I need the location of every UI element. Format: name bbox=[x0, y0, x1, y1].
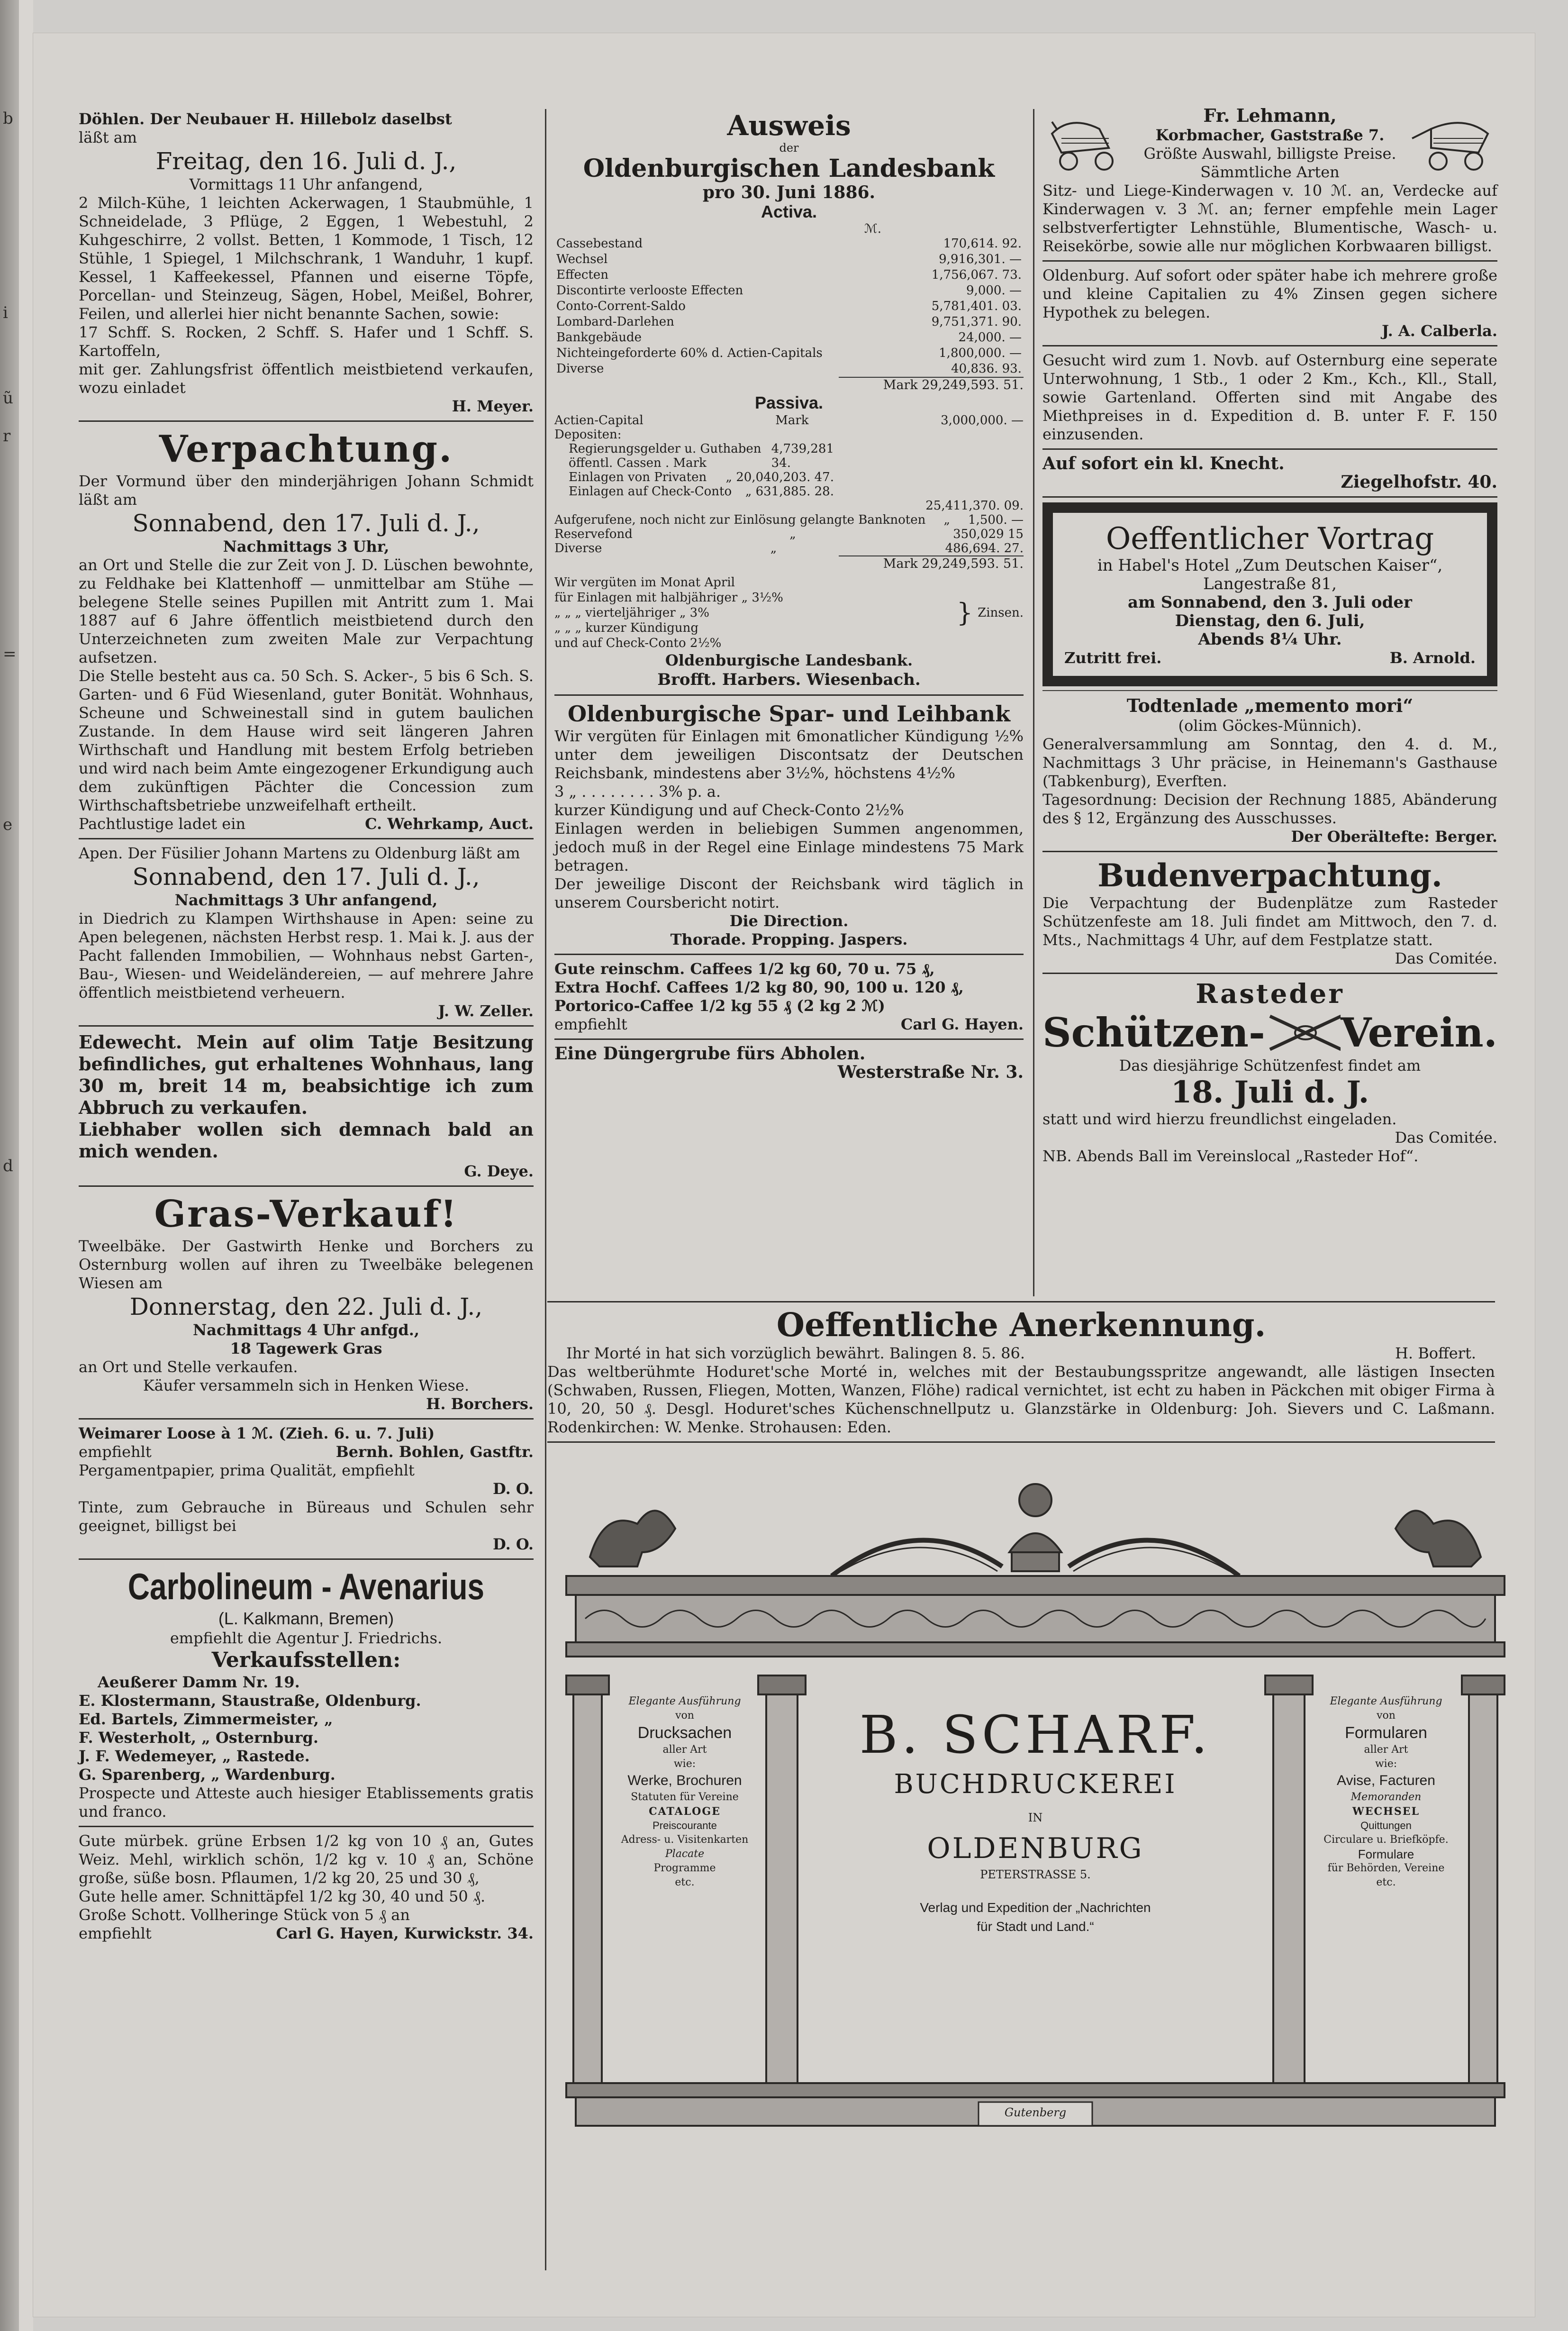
table-cell: 350,029 15 bbox=[953, 527, 1024, 541]
ad-text: Ziegelhofstr. 40. bbox=[1341, 472, 1497, 492]
divider bbox=[554, 1038, 1024, 1040]
divider bbox=[1042, 690, 1497, 691]
table-cell: Aufgerufene, noch nicht zur Einlösung gelangte Banknoten bbox=[554, 513, 926, 527]
ad-intro: Tweelbäke. Der Gastwirth Henke und Borchers zu Osternburg wollen auf ihren zu Tweelbäke belegenen Wiesen am bbox=[79, 1237, 534, 1292]
ad-title: Rasteder bbox=[1196, 978, 1344, 1010]
divider bbox=[79, 1185, 534, 1187]
ad-signature: H. Boffert. bbox=[1395, 1344, 1476, 1362]
ad-date: Sonnabend, den 17. Juli d. J., bbox=[132, 863, 480, 891]
table-row: Lombard-Darlehen 9,751,371. 90. bbox=[556, 315, 1022, 329]
pram-illustration-icon bbox=[1042, 115, 1137, 172]
capital-ad bbox=[1042, 266, 1497, 340]
house-sale-ad-edewecht bbox=[79, 1031, 534, 1181]
company-trade: BUCHDRUCKEREI bbox=[894, 1769, 1177, 1800]
ad-signature: Der Oberältefte: Berger. bbox=[1291, 828, 1497, 846]
ad-time: Nachmittags 4 Uhr anfgd., bbox=[193, 1321, 419, 1339]
ad-signature: Das Comitée. bbox=[1395, 1129, 1497, 1147]
panel-text: WECHSEL bbox=[1352, 1805, 1420, 1818]
burial-society-ad bbox=[1042, 695, 1497, 846]
company-text: IN bbox=[1028, 1811, 1043, 1824]
panel-text: Statuten für Vereine bbox=[631, 1791, 739, 1803]
table-cell: Reservefond bbox=[554, 527, 633, 541]
table-cell: Depositen: bbox=[554, 428, 622, 442]
ad-text: Auf sofort ein kl. Knecht. bbox=[1042, 454, 1285, 473]
ad-signature: Thorade. Propping. Jaspers. bbox=[670, 930, 908, 948]
ad-time: Nachmittags 3 Uhr anfangend, bbox=[174, 891, 438, 909]
ad-signature: B. Arnold. bbox=[1389, 649, 1476, 667]
panel-text: von bbox=[1377, 1710, 1396, 1721]
ad-text: Gute reinschm. Caffees 1/2 kg 60, 70 u. 75 ₰, bbox=[554, 960, 935, 978]
ad-body: Tagesordnung: Decision der Rechnung 1885, Abänderung des § 12, Ergänzung des Ausschusses. bbox=[1042, 791, 1497, 827]
ad-signature: G. Deye. bbox=[464, 1162, 534, 1180]
ad-signature: D. O. bbox=[492, 1480, 534, 1498]
ad-title: Carbolineum - Avenarius bbox=[127, 1566, 485, 1607]
panel-text: Placate bbox=[665, 1848, 705, 1860]
manure-pit-ad bbox=[554, 1045, 1024, 1082]
company-publisher: Verlag und Expedition der „Nachrichten für Stadt und Land.“ bbox=[920, 1900, 1151, 1934]
statement-signature: Oldenburgische Landesbank. bbox=[665, 651, 913, 669]
rate-line: Wir vergüten im Monat April bbox=[554, 575, 735, 590]
list-item: Ed. Bartels, Zimmermeister, „ bbox=[79, 1710, 333, 1728]
ad-body: Einlagen werden in beliebigen Summen angenommen, jedoch muß in der Regel eine Einlage mindestens 75 Mark betragen. bbox=[554, 819, 1024, 874]
panel-text: Werke, Brochuren bbox=[627, 1773, 742, 1788]
table-cell: Einlagen von Privaten bbox=[569, 470, 707, 484]
ad-body: Das weltberühmte Hoduret'sche Morté in, welches mit der Bestaubungsspritze angewandt, alle lästigen Insecten (Schwaben, Russen, Fliegen, Motten, Wanzen, Flöhe) radical vernichtet, ist echt zu haben in Päckchen mit obiger Firma à 10, 20, 50 ₰. Desgl. Hoduret'sches Küchenschnellputz u. Glanzstärke in Oldenburg: Joh. Sievers und C. Laßmann. Rodenkirchen: W. Menke. Strohausen: Eden. bbox=[547, 1363, 1495, 1436]
table-row: Cassebestand 170,614. 92. bbox=[556, 237, 1022, 251]
ad-text: Das diesjährige Schützenfest findet am bbox=[1119, 1056, 1421, 1074]
divider bbox=[1042, 496, 1497, 498]
table-row: Bankgebäude 24,000. — bbox=[556, 330, 1022, 345]
divider bbox=[1042, 345, 1497, 346]
lease-ad-schmidt bbox=[79, 427, 534, 833]
small-ads bbox=[79, 1424, 534, 1554]
activa-total: Mark 29,249,593. 51. bbox=[839, 377, 1024, 392]
shooting-club-ad bbox=[1042, 979, 1497, 1166]
list-item: F. Westerholt, „ Osternburg. bbox=[79, 1729, 319, 1747]
ad-text: Eine Düngergrube fürs Abholen. bbox=[554, 1044, 866, 1064]
panel-text: Memoranden bbox=[1350, 1791, 1422, 1803]
crossed-rifles-icon bbox=[1265, 1009, 1341, 1056]
ad-text: Portorico-Caffee 1/2 kg 55 ₰ (2 kg 2 ℳ) bbox=[554, 997, 885, 1015]
ad-text: Gute helle amer. Schnittäpfel 1/2 kg 30, 40 und 50 ₰. bbox=[79, 1887, 486, 1905]
table-row: Discontirte verlooste Effecten 9,000. — bbox=[556, 283, 1022, 298]
ad-title: Todtenlade „memento mori“ bbox=[1126, 695, 1414, 716]
ad-text: 17 Schff. S. Rocken, 2 Schff. S. Hafer und 1 Schff. S. Kartoffeln, bbox=[79, 323, 534, 360]
company-street: PETERSTRASSE 5. bbox=[980, 1868, 1091, 1881]
left-column bbox=[79, 110, 534, 1943]
column-rule-left bbox=[545, 109, 546, 2270]
ad-title: Fr. Lehmann, bbox=[1203, 105, 1337, 126]
deposits-list bbox=[554, 442, 834, 499]
divider bbox=[1042, 973, 1497, 974]
ad-body: Der jeweilige Discont der Reichsbank wird täglich in unserem Coursbericht notirt. bbox=[554, 875, 1024, 911]
ad-text: Pergamentpapier, prima Qualität, empfiehlt bbox=[79, 1461, 415, 1479]
table-cell: „ bbox=[943, 513, 950, 527]
panel-text: Formularen bbox=[1345, 1724, 1427, 1742]
ad-signature: C. Wehrkamp, Auct. bbox=[365, 815, 534, 833]
company-city: OLDENBURG bbox=[927, 1832, 1144, 1865]
ad-title: Verpachtung. bbox=[159, 428, 453, 471]
divider bbox=[79, 1826, 534, 1827]
panel-text: Preiscourante bbox=[653, 1820, 717, 1831]
ad-text: Abends 8¼ Uhr. bbox=[1198, 630, 1342, 649]
ad-text: Prospecte und Atteste auch hiesiger Etablissements gratis und franco. bbox=[79, 1784, 534, 1821]
auction-ad-doehlen bbox=[79, 110, 534, 416]
ad-signature: Carl G. Hayen. bbox=[900, 1015, 1024, 1033]
edge-glyph: ũ bbox=[3, 389, 13, 408]
bank-name: Oldenburgischen Landesbank bbox=[583, 154, 995, 183]
panel-text: wie: bbox=[673, 1758, 696, 1770]
table-row: Conto-Corrent-Saldo 5,781,401. 03. bbox=[556, 299, 1022, 313]
panel-text: Programme bbox=[653, 1862, 716, 1874]
list-item: J. F. Wedemeyer, „ Rastede. bbox=[79, 1747, 310, 1765]
ad-text: Käufer versammeln sich in Henken Wiese. bbox=[143, 1376, 470, 1394]
ad-text: statt und wird hierzu freundlichst eingeladen. bbox=[1042, 1110, 1397, 1128]
ad-time: Vormittags 11 Uhr anfangend, bbox=[189, 175, 423, 193]
ad-date: 18. Juli d. J. bbox=[1170, 1074, 1369, 1110]
column-rule-right bbox=[1033, 109, 1034, 1296]
rate-line: Zinsen. bbox=[978, 606, 1024, 620]
apartment-wanted-ad bbox=[1042, 351, 1497, 444]
statement-title: Ausweis bbox=[727, 109, 851, 142]
edge-glyph: b bbox=[3, 109, 13, 128]
ad-heading: Verkaufsstellen: bbox=[211, 1648, 401, 1672]
table-cell: Regierungsgelder u. Guthaben öffentl. Cassen . Mark bbox=[569, 442, 761, 470]
rate-line: für Einlagen mit halbjähriger „ 3½% bbox=[554, 591, 783, 605]
ad-date: Sonnabend, den 17. Juli d. J., bbox=[132, 510, 480, 537]
ad-title: Budenverpachtung. bbox=[1097, 857, 1442, 894]
ad-signature: J. A. Calberla. bbox=[1381, 322, 1497, 340]
ad-text: empfiehlt bbox=[79, 1443, 152, 1461]
panel-text: etc. bbox=[1376, 1876, 1396, 1888]
ad-text: Pachtlustige ladet ein bbox=[79, 815, 246, 833]
ad-signature: H. Meyer. bbox=[452, 397, 534, 415]
table-cell: 1,500. — bbox=[968, 513, 1024, 527]
ad-signature: H. Borchers. bbox=[426, 1395, 534, 1413]
divider bbox=[1042, 260, 1497, 262]
table-row: Diverse 40,836. 93. bbox=[556, 362, 1022, 376]
ad-body: Sitz- und Liege-Kinderwagen v. 10 ℳ. an, Verdecke auf Kinderwagen v. 3 ℳ. an; ferner empfehle mein Lager selbstverfertigter Lehnstühle, Blumentische, Wasch- u. Reisekörbe, sowie alle nur möglichen Korbwaaren billigst. bbox=[1042, 182, 1497, 255]
ad-text: Westerstraße Nr. 3. bbox=[837, 1062, 1024, 1082]
divider bbox=[547, 1441, 1495, 1443]
ad-text: Gute mürbek. grüne Erbsen 1/2 kg von 10 ₰ an, Gutes Weiz. Mehl, wirklich schön, 1/2 kg v. 10 ₰ an, Schöne große, süße bosn. Pflaumen, 1/2 kg 20, 25 und 30 ₰, bbox=[79, 1832, 534, 1887]
table-row: Wechsel 9,916,301. — bbox=[556, 252, 1022, 266]
table-cell: 486,694. 27. bbox=[945, 541, 1024, 555]
ad-signature: Das Comitée. bbox=[1395, 949, 1497, 967]
interest-rates bbox=[554, 575, 1024, 651]
ad-text: kurzer Kündigung und auf Check-Conto 2½% bbox=[554, 801, 904, 819]
ad-intro: Döhlen. Der Neubauer H. Hillebolz daselbst bbox=[79, 110, 452, 128]
ad-title: Gras-Verkauf! bbox=[154, 1193, 458, 1236]
ad-title: Oeffentliche Anerkennung. bbox=[776, 1306, 1266, 1344]
savings-bank-ad bbox=[554, 701, 1024, 949]
grass-sale-ad bbox=[79, 1192, 534, 1413]
ad-signature: J. W. Zeller. bbox=[438, 1002, 534, 1020]
bank-statement bbox=[554, 110, 1024, 690]
list-item: G. Sparenberg, „ Wardenburg. bbox=[79, 1766, 335, 1784]
booth-lease-ad bbox=[1042, 857, 1497, 968]
ad-signature: Die Direction. bbox=[729, 912, 849, 930]
farmhand-ad bbox=[1042, 455, 1497, 492]
ad-text: empfiehlt bbox=[554, 1015, 627, 1033]
coffee-ad bbox=[554, 960, 1024, 1034]
panel-text: wie: bbox=[1375, 1758, 1397, 1770]
ad-body: 2 Milch-Kühe, 1 leichten Ackerwagen, 1 Staubmühle, 1 Schneidelade, 3 Pflüge, 2 Eggen, 1 Webestuhl, 2 Kuhgeschirre, 2 vollst. Betten, 1 Kommode, 1 Tisch, 12 Stühle, 1 Spiegel, 1 Milchschrank, 1 Wanduhr, 1 kupf. Kessel, 1 Kaffeekessel, Pfannen und eiserne Töpfe, Porcellan- und Steinzeug, Sägen, Hobel, Meißel, Bohrer, Feilen, und allerlei hier nicht benannte Sachen, sowie: bbox=[79, 194, 534, 323]
ad-text: (olim Göckes-Münnich). bbox=[1178, 717, 1362, 735]
ad-subtitle: (L. Kalkmann, Bremen) bbox=[218, 1609, 394, 1628]
table-cell: „ bbox=[770, 541, 777, 555]
ad-text: Zutritt frei. bbox=[1064, 649, 1162, 667]
right-column bbox=[1042, 105, 1497, 1166]
ad-text: Extra Hochf. Caffees 1/2 kg 80, 90, 100 u. 120 ₰, bbox=[554, 978, 964, 996]
edge-glyph: i bbox=[3, 303, 8, 322]
table-cell: „ 20,040,203. 47. bbox=[725, 470, 834, 484]
divider bbox=[79, 1558, 534, 1560]
activa-heading: Activa. bbox=[761, 202, 817, 221]
table-row: Effecten 1,756,067. 73. bbox=[556, 268, 1022, 282]
statement-date: pro 30. Juni 1886. bbox=[702, 182, 876, 202]
ad-text: läßt am bbox=[79, 128, 137, 146]
left-panel bbox=[614, 1694, 756, 1890]
panel-text: Elegante Ausführung bbox=[628, 1695, 741, 1707]
right-panel bbox=[1315, 1694, 1457, 1890]
ad-title: Oeffentlicher Vortrag bbox=[1106, 521, 1434, 556]
divider bbox=[554, 954, 1024, 955]
table-row: Nichteingeforderte 60% d. Actien-Capitals 1,800,000. — bbox=[556, 346, 1022, 360]
ad-text: Ihr Morté in hat sich vorzüglich bewährt. Balingen 8. 5. 86. bbox=[566, 1344, 1025, 1362]
club-title-row bbox=[1042, 1009, 1497, 1056]
printer-ornament-ad bbox=[547, 1472, 1523, 2135]
company-name: B. SCHARF. bbox=[859, 1704, 1212, 1765]
brace: } bbox=[956, 598, 973, 628]
ad-text: Dienstag, den 6. Juli, bbox=[1175, 611, 1365, 630]
gutenberg-label: Gutenberg bbox=[1004, 2106, 1067, 2119]
passiva-total: Mark 29,249,593. 51. bbox=[839, 555, 1024, 571]
ad-time: Nachmittags 3 Uhr, bbox=[223, 537, 390, 555]
panel-text: Circulare u. Briefköpfe. bbox=[1323, 1834, 1449, 1846]
list-item: E. Klostermann, Staustraße, Oldenburg. bbox=[79, 1692, 421, 1710]
panel-text: Avise, Facturen bbox=[1337, 1773, 1435, 1788]
divider bbox=[1042, 851, 1497, 852]
ad-text: Tinte, zum Gebrauche in Büreaus und Schulen sehr geeignet, billigst bei bbox=[79, 1498, 534, 1535]
divider bbox=[1042, 448, 1497, 450]
grocery-ad-hayen bbox=[79, 1832, 534, 1943]
statement-signatories: Brofft. Harbers. Wiesenbach. bbox=[657, 670, 921, 689]
ad-body: in Diedrich zu Klampen Wirthshause in Apen: seine zu Apen belegenen, nächsten Herbst resp. 1. Mai k. J. aus der Pacht fallenden Immobilien, — Wohnhaus nebst Garten-, Bau-, Wiesen- und Weideländereien, — auf mehrere Jahre öffentlich meistbietend verheuern. bbox=[79, 910, 534, 1002]
ad-text: Korbmacher, Gaststraße 7. bbox=[1155, 126, 1385, 144]
list-item: Aeußerer Damm Nr. 19. bbox=[98, 1673, 300, 1691]
testimonial-ad bbox=[547, 1301, 1495, 1448]
ad-signature: Carl G. Hayen, Kurwickstr. 34. bbox=[276, 1924, 534, 1942]
rate-line: und auf Check-Conto 2½% bbox=[554, 636, 722, 650]
ad-text: 3 „ . . . . . . . . 3% p. a. bbox=[554, 783, 721, 801]
ad-body: Oldenburg. Auf sofort oder später habe ich mehrere große und kleine Capitalien zu 4% Zinsen gegen sichere Hypothek zu belegen. bbox=[1042, 266, 1497, 321]
activa-table bbox=[554, 236, 1024, 377]
table-cell: Einlagen auf Check-Conto bbox=[569, 484, 732, 499]
carbolineum-ad bbox=[79, 1565, 534, 1821]
ad-text: am Sonnabend, den 3. Juli oder bbox=[1128, 593, 1412, 612]
panel-text: Formulare bbox=[1358, 1847, 1414, 1861]
ad-body: Gesucht wird zum 1. Novb. auf Osternburg eine seperate Unterwohnung, 1 Stb., 1 oder 2 Km., Kch., Kll., Stall, sowie Gartenland. Offerten sind mit Angabe des Miethpreises in d. Expedition d. B. unter F. F. 150 einzusenden. bbox=[1042, 351, 1497, 443]
edge-glyph: d bbox=[3, 1156, 13, 1175]
divider bbox=[554, 694, 1024, 696]
ad-text: Weimarer Loose à 1 ℳ. (Zieh. 6. u. 7. Juli) bbox=[79, 1424, 435, 1442]
divider bbox=[79, 838, 534, 839]
table-cell: Actien-Capital bbox=[554, 413, 644, 428]
ad-body: Generalversammlung am Sonntag, den 4. d. M., Nachmittags 3 Uhr präcise, in Heinemann's Gasthause (Tabkenburg), Everften. bbox=[1042, 735, 1497, 790]
panel-text: Elegante Ausführung bbox=[1330, 1695, 1442, 1707]
ad-body: Die Stelle besteht aus ca. 50 Sch. S. Acker-, 5 bis 6 Sch. S. Garten- und 6 Füd Wiesenland, guter Bonität. Wohnhaus, Scheune und Schweinestall sind in gutem baulichen Zustande. In dem Hause wird seit längeren Jahren Wirthschaft und Handlung mit bestem Erfolg betrieben und wird nach beim Amte eingezogener Erkundigung auch dem zukünftigen Pächter die Concession zum Wirthschaftsbetriebe unzweifelhaft ertheilt. bbox=[79, 667, 534, 814]
ad-intro: Apen. Der Füsilier Johann Martens zu Oldenburg läßt am bbox=[79, 844, 520, 862]
passiva-heading: Passiva. bbox=[754, 393, 824, 412]
ad-text: Größte Auswahl, billigste Preise. Sämmtliche Arten bbox=[1143, 145, 1396, 181]
ad-text: in Habel's Hotel „Zum Deutschen Kaiser“, Langestraße 81, bbox=[1097, 556, 1443, 593]
panel-text: aller Art bbox=[1364, 1744, 1408, 1756]
ad-signature: Bernh. Bohlen, Gastftr. bbox=[335, 1443, 534, 1461]
ad-text: Große Schott. Vollheringe Stück von 5 ₰ an bbox=[79, 1906, 410, 1924]
panel-text: Quittungen bbox=[1360, 1820, 1412, 1831]
table-cell: 3,000,000. — bbox=[941, 413, 1024, 428]
ad-body: Edewecht. Mein auf olim Tatje Besitzung befindliches, gut erhaltenes Wohnhaus, lang 30 m, breit 14 m, beabsichtige ich zum Abbruch zu verkaufen. bbox=[79, 1031, 534, 1118]
rate-line: „ „ „ kurzer Kündigung bbox=[554, 621, 698, 635]
divider bbox=[79, 1025, 534, 1027]
ad-body: Wir vergüten für Einlagen mit 6monatlicher Kündigung ½% unter dem jeweiligen Discontsatz der Deutschen Reichsbank, mindestens aber 3½%, höchstens 4½% bbox=[554, 727, 1024, 782]
table-cell: 4,739,281 34. bbox=[771, 442, 834, 470]
ad-title: Oldenburgische Spar- und Leihbank bbox=[568, 701, 1010, 727]
adjacent-page-strip bbox=[19, 0, 33, 2331]
ad-text: empfiehlt bbox=[79, 1924, 152, 1942]
lecture-ad-box bbox=[1042, 502, 1497, 686]
edge-glyph: r bbox=[3, 427, 11, 446]
ad-text: 18 Tagewerk Gras bbox=[230, 1339, 382, 1357]
divider bbox=[79, 1418, 534, 1420]
ad-text: mit ger. Zahlungsfrist öffentlich meistbietend verkaufen, wozu einladet bbox=[79, 360, 534, 397]
table-cell: Mark bbox=[775, 413, 809, 428]
ad-title: Verein. bbox=[1341, 1009, 1497, 1056]
table-cell: „ 631,885. 28. bbox=[745, 484, 834, 499]
ad-text: empfiehlt die Agentur J. Friedrichs. bbox=[170, 1629, 443, 1647]
panel-text: aller Art bbox=[662, 1744, 707, 1756]
rate-line: „ „ „ vierteljähriger „ 3% bbox=[554, 606, 709, 620]
ad-body: Liebhaber wollen sich demnach bald an mich wenden. bbox=[79, 1119, 534, 1162]
divider bbox=[79, 420, 534, 422]
ad-signature: D. O. bbox=[492, 1535, 534, 1553]
edge-glyph: e bbox=[3, 815, 13, 834]
auction-ad-apen bbox=[79, 844, 534, 1020]
panel-text: Drucksachen bbox=[637, 1724, 732, 1742]
ad-body: an Ort und Stelle die zur Zeit von J. D. Lüschen bewohnte, zu Feldhake bei Klattenhoff — unmittelbar am Stühe — belegene Stelle seines Pupillen mit Antritt zum 1. Mai 1887 auf 6 Jahre öffentlich meistbietend durch den Unterzeichneten zum zweiten Male zur Verpachtung aufsetzen. bbox=[79, 556, 534, 666]
pram-illustration-icon bbox=[1403, 115, 1497, 172]
ad-date: Freitag, den 16. Juli d. J., bbox=[155, 147, 457, 175]
table-cell: Diverse bbox=[554, 541, 602, 555]
panel-text: CATALOGE bbox=[649, 1805, 721, 1818]
ad-text: NB. Abends Ball im Vereinslocal „Rasteder Hof“. bbox=[1042, 1147, 1419, 1165]
panel-text: für Behörden, Vereine bbox=[1327, 1862, 1445, 1874]
unit-label: ℳ. bbox=[864, 222, 881, 236]
ad-intro: Der Vormund über den minderjährigen Johann Schmidt läßt am bbox=[79, 472, 534, 509]
ad-body: Die Verpachtung der Budenplätze zum Rasteder Schützenfeste am 18. Juli findet am Mittwoch, den 7. d. Mts., Nachmittags 4 Uhr, auf dem Festplatze statt. bbox=[1042, 894, 1497, 949]
ad-date: Donnerstag, den 22. Juli d. J., bbox=[129, 1293, 483, 1320]
edge-glyph: = bbox=[3, 645, 17, 664]
table-cell: „ bbox=[789, 527, 796, 541]
panel-text: etc. bbox=[675, 1876, 695, 1888]
center-panel bbox=[822, 1704, 1249, 1936]
ad-text: an Ort und Stelle verkaufen. bbox=[79, 1358, 298, 1376]
middle-column bbox=[554, 110, 1024, 1082]
basketmaker-ad bbox=[1042, 105, 1497, 255]
statement-text: der bbox=[779, 141, 799, 155]
panel-text: Adress- u. Visitenkarten bbox=[621, 1834, 749, 1846]
panel-text: von bbox=[675, 1710, 694, 1721]
ad-title: Schützen- bbox=[1042, 1009, 1265, 1056]
table-cell: 25,411,370. 09. bbox=[925, 499, 1024, 513]
